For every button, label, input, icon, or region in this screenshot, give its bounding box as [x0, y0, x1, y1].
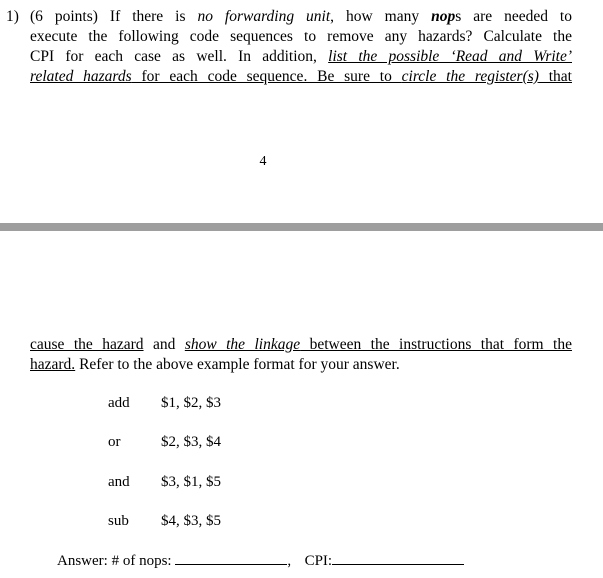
code-line	[0, 513, 603, 533]
answer-label: Answer: # of nops:	[57, 553, 172, 569]
code-operands: $4, $3, $5	[161, 513, 221, 529]
cpi-answer-blank[interactable]	[332, 550, 464, 565]
emphasis-list-hazards: list the possible ‘Read and Write’	[328, 48, 572, 65]
code-operands: $2, $3, $4	[161, 434, 221, 450]
emphasis-circle-registers: circle the register(s)	[401, 68, 539, 85]
answer-row	[57, 550, 464, 570]
question-line-1: 1) (6 points) If there is no forwarding unit, how many nops are needed to	[6, 8, 572, 25]
code-opcode: add	[108, 395, 130, 411]
code-line	[0, 474, 603, 494]
question-line-3: CPI for each case as well. In addition, list the possible ‘Read and Write’	[30, 48, 572, 65]
code-opcode: sub	[108, 513, 129, 529]
code-operands: $1, $2, $3	[161, 395, 221, 411]
code-line	[0, 434, 603, 454]
code-line	[0, 395, 603, 415]
page-divider	[0, 223, 603, 231]
code-opcode: or	[108, 434, 121, 450]
continuation-line-1: cause the hazard and show the linkage between the instructions that form the	[30, 336, 572, 353]
page-number: 4	[259, 154, 267, 169]
answer-separator: ,	[287, 553, 292, 569]
question-line-4: related hazards for each code sequence. Be sure to circle the register(s) that	[30, 68, 572, 85]
emphasis-show-linkage: show the linkage	[184, 336, 301, 353]
question-points: (6 points)	[30, 8, 98, 25]
code-operands: $3, $1, $5	[161, 474, 221, 490]
cpi-label: CPI:	[304, 553, 333, 569]
code-opcode: and	[108, 474, 130, 490]
question-line-2: execute the following code sequences to remove any hazards? Calculate the	[30, 28, 572, 45]
emphasis-no-forwarding: no forwarding unit	[197, 8, 331, 25]
emphasis-related-hazards: related hazards	[30, 68, 132, 85]
continuation-line-2: hazard. Refer to the above example format for your answer.	[30, 356, 400, 373]
question-number: 1)	[6, 8, 19, 25]
emphasis-nops: nop	[431, 8, 456, 25]
nops-answer-blank[interactable]	[175, 550, 287, 565]
